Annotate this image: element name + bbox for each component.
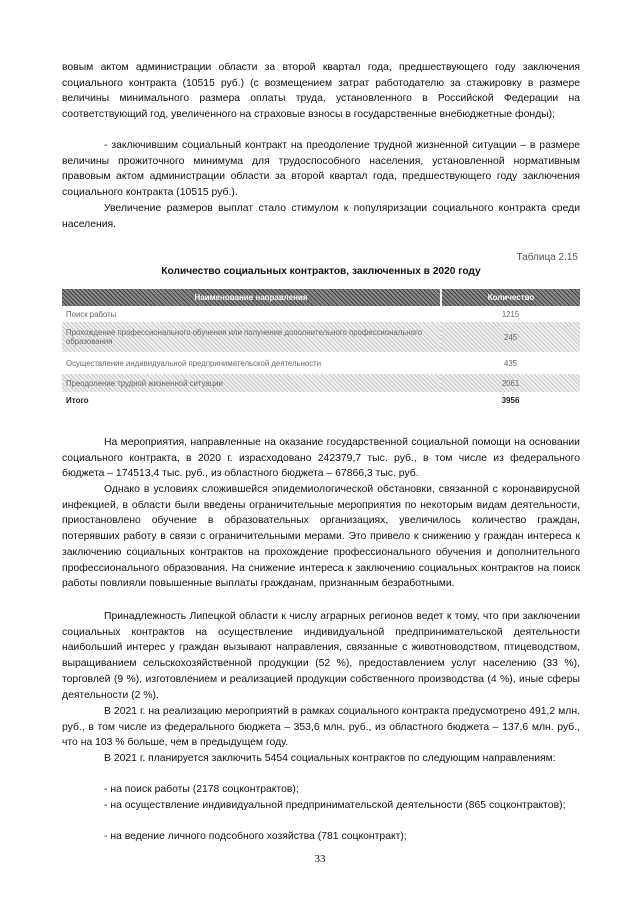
paragraph-epidemic: Однако в условиях сложившейся эпидемиологической обстановки, связанной с коронавирусной инфекцией, в области были введены ограничительные мероприятия по некоторым видам деятельности, приостановлено обучение в образовательных организациях, увеличилось количество граждан, потерявших работу в связи с ограничительными мерами. Это привело к снижению у граждан интереса к заключению социальных контрактов на прохождение профессионального обучения и дополнительного профессионального образования. На снижение интереса к заключению социальных контрактов на поиск работы повлияли повышенные выплаты гражданам, признанным безработными.	[62, 484, 580, 590]
paragraph-funding-2020: На мероприятия, направленные на оказание государственной социальной помощи на основании социального контракта, в 2020 г. израсходовано 242379,7 тыс. руб., в том числе из федерального бюджета – 174513,4 тыс. руб., из областного бюджета – 67866,3 тыс. руб.	[62, 437, 580, 480]
table-title: Количество социальных контрактов, заключенных в 2020 году	[161, 266, 481, 277]
table-row	[62, 352, 580, 374]
list-item-household: - на ведение личного подсобного хозяйства (781 соцконтракт);	[104, 831, 407, 842]
header-direction: Наименование направления	[62, 289, 441, 306]
row-value: 435	[503, 358, 517, 368]
contracts-table	[62, 289, 580, 408]
row-value: 2061	[441, 374, 580, 392]
row-name: Поиск работы	[66, 309, 117, 319]
table-row	[62, 374, 580, 392]
row-value: 245	[441, 322, 580, 352]
row-value: 1215	[501, 309, 520, 319]
paragraph-plan-2021: В 2021 г. планируется заключить 5454 социальных контрактов по следующим направлениям:	[104, 753, 556, 764]
table-header	[62, 289, 580, 306]
paragraph-continuation: вовым актом администрации области за второй квартал года, предшествующего году заключения социального контракта (10515 руб.) (с возмещением затрат работодателю за стажировку в размере величины минимального размера оплаты труда, установленного в Российской Федерации на соответствующий год, увеличенного на страховые взносы в государственные внебюджетные фонды);	[62, 62, 580, 121]
list-item-entrepreneurship: - на осуществление индивидуальной предпринимательской деятельности (865 соцконтрактов);	[104, 800, 566, 811]
paragraph-funding-2021: В 2021 г. на реализацию мероприятий в рамках социального контракта предусмотрено 491,2 млн. руб., в том числе из федерального бюджета – 353,6 млн. руб., из областного бюджета – 137,6 млн. руб., что на 103 % больше, чем в предыдущем году.	[62, 706, 580, 749]
list-item-job-search: - на поиск работы (2178 соцконтрактов);	[104, 784, 299, 795]
paragraph-agrarian: Принадлежность Липецкой области к числу аграрных регионов ведет к тому, что при заключении социальных контрактов на осуществление индивидуальной предпринимательской деятельности наибольший интерес у граждан вызывают направления, связанные с животноводством, птицеводством, выращиванием сельскохозяйственной продукции (52 %), предоставлением услуг населению (33 %), торговлей (9 %), изготовлением и реализацией продукции собственного производства (4 %), иные сферы деятельности (2 %).	[62, 611, 580, 701]
table-row	[62, 322, 580, 352]
row-name: Преодоление трудной жизненной ситуации	[62, 374, 441, 392]
total-value: 3956	[501, 395, 520, 405]
table-total-row	[62, 392, 580, 408]
header-count: Количество	[441, 289, 580, 306]
paragraph-bullet-hardship: - заключившим социальный контракт на преодоление трудной жизненной ситуации – в размере величины прожиточного минимума для трудоспособного населения, установленной нормативным правовым актом администрации области за второй квартал года, предшествующего году заключения социального контракта (10515 руб.).	[62, 140, 580, 199]
row-name: Осуществление индивидуальной предпринимательской деятельности	[66, 358, 322, 368]
paragraph-increase: Увеличение размеров выплат стало стимулом к популяризации социального контракта среди населения.	[62, 203, 580, 230]
page-number: 33	[314, 853, 326, 865]
table-row	[62, 306, 580, 322]
row-name: Прохождение профессионального обучения или получение дополнительного профессионального образования	[62, 322, 441, 352]
total-label: Итого	[66, 395, 89, 405]
table-number: Таблица 2.15	[516, 252, 578, 263]
